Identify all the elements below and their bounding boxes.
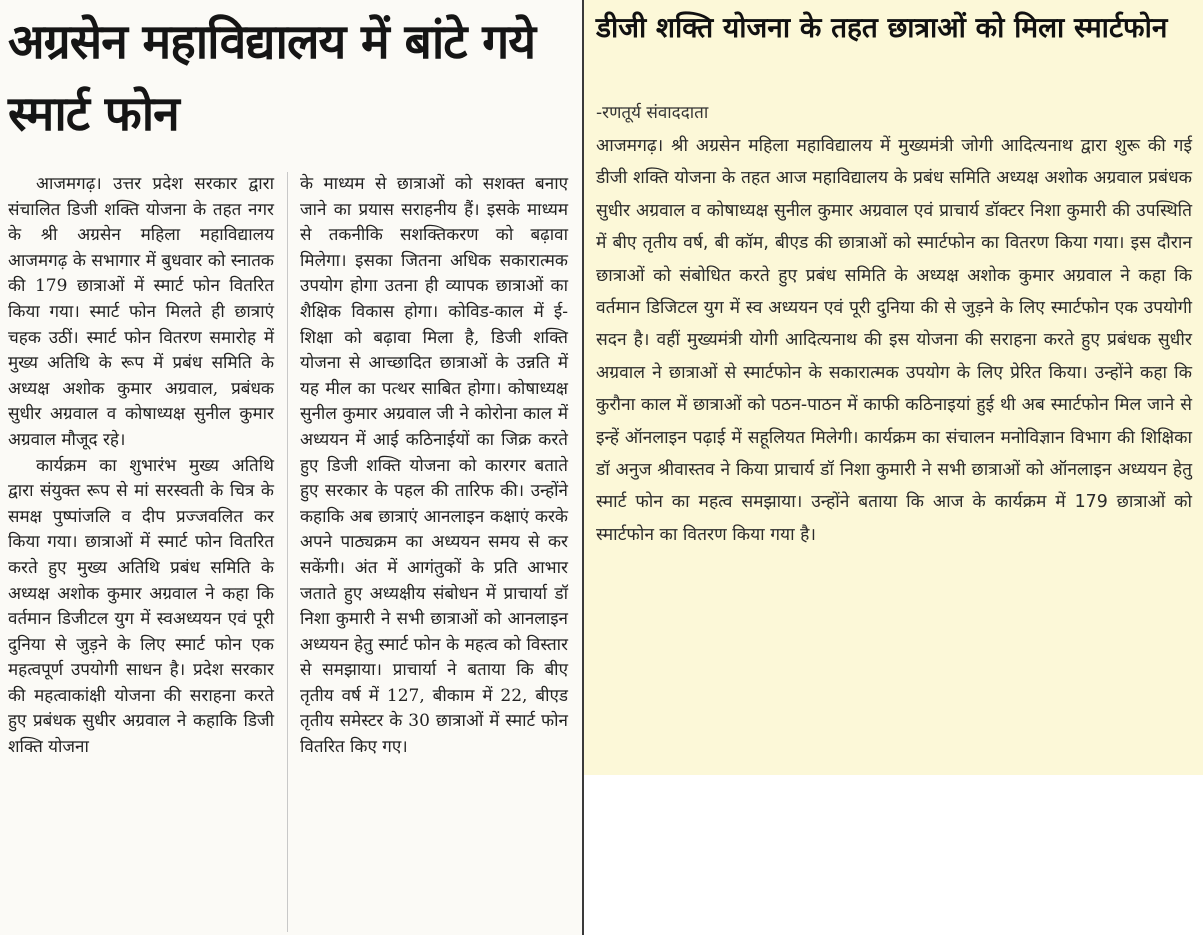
left-paragraph-2: कार्यक्रम का शुभारंभ मुख्य अतिथि द्वारा संयुक्त रूप से मां सरस्वती के चित्र के समक्ष पुष्पांजलि व दीप प्रज्जवलित कर किया गया। छात्राओं में स्मार्ट फोन वितरित करते हुए मुख्य अतिथि प्रबंध समिति के अध्यक्ष अशोक कुमार अग्रवाल ने कहा कि वर्तमान डिजीटल युग में स्वअध्ययन एवं पूरी दुनिया से जुड़ने के लिए स्मार्ट फोन एक महत्वपूर्ण उपयोगी साधन है। प्रदेश सरकार की महत्वाकांक्षी योजना की सराहना करते हुए प्रबंधक सुधीर अग्रवाल ने कहाकि डिजी शक्ति योजना	[8, 455, 274, 758]
right-article-body: आजमगढ़। श्री अग्रसेन महिला महाविद्यालय में मुख्यमंत्री जोगी आदित्यनाथ द्वारा शुरू की गई डीजी शक्ति योजना के तहत आज महाविद्यालय के प्रबंध समिति अध्यक्ष अशोक अग्रवाल प्रबंधक सुधीर अग्रवाल व कोषाध्यक्ष सुनील कुमार अग्रवाल एवं प्राचार्य डॉक्टर निशा कुमारी की उपस्थिति में बीए तृतीय वर्ष, बी कॉम, बीएड की छात्राओं को स्मार्टफोन का वितरण किया गया। इस दौरान छात्राओं को संबोधित करते हुए प्रबंध समिति के अध्यक्ष अशोक कुमार अग्रवाल ने कहा कि वर्तमान डिजिटल युग में स्व अध्ययन एवं पूरी दुनिया की से जुड़ने के लिए स्मार्टफोन एक उपयोगी सदन है। वहीं मुख्यमंत्री योगी आदित्यनाथ की इस योजना की सराहना करते हुए प्रबंधक सुधीर अग्रवाल ने छात्राओं से स्मार्टफोन के सकारात्मक उपयोग के लिए प्रेरित किया। उन्होंने कहा कि कुरौना काल में छात्राओं को पठन-पाठन में काफी कठिनाइयां हुई थी अब स्मार्टफोन मिल जाने से इन्हें ऑनलाइन पढ़ाई में सहूलियत मिलेगी। कार्यक्रम का संचालन मनोविज्ञान विभाग की शिक्षिका डॉ अनुज श्रीवास्तव ने किया प्राचार्य डॉ निशा कुमारी ने सभी छात्राओं को ऑनलाइन अध्ययन हेतु स्मार्ट फोन का महत्व समझाया। उन्होंने बताया कि आज के कार्यक्रम में 179 छात्राओं को स्मार्टफोन का वितरण किया गया है।	[596, 136, 1192, 545]
left-paragraph-1: आजमगढ़। उत्तर प्रदेश सरकार द्वारा संचालित डिजी शक्ति योजना के तहत नगर के श्री अग्रसेन महिला महाविद्यालय आजमगढ़ के सभागार में बुधवार को स्नातक की 179 छात्राओं में स्मार्ट फोन वितरित किया गया। स्मार्ट फोन मिलते ही छात्राएं चहक उठीं। स्मार्ट फोन वितरण समारोह में मुख्य अतिथि के रूप में प्रबंध समिति के अध्यक्ष अशोक कुमार अग्रवाल, प्रबंधक सुधीर अग्रवाल व कोषाध्यक्ष सुनील कुमार अग्रवाल मौजूद रहे।	[8, 174, 274, 450]
blank-area	[584, 775, 1203, 935]
left-headline: अग्रसेन महाविद्यालय में बांटे गये स्मार्ट फोन	[8, 14, 536, 142]
left-column-2	[300, 172, 568, 761]
right-newspaper-clipping	[584, 0, 1203, 775]
right-headline: डीजी शक्ति योजना के तहत छात्राओं को मिला स्मार्टफोन	[596, 11, 1168, 44]
left-column-1	[8, 172, 274, 761]
left-paragraph-3: के माध्यम से छात्राओं को सशक्त बनाए जाने का प्रयास सराहनीय हैं। इसके माध्यम से तकनीकि सशक्तिकरण को बढ़ावा मिलेगा। इसका जितना अधिक सकारात्मक उपयोग होगा उतना ही व्यापक छात्राओं का शैक्षिक विकास होगा। कोविड-काल में ई-शिक्षा को बढ़ावा मिला है, डिजी शक्ति योजना से आच्छादित छात्राओं के उन्नति में यह मील का पत्थर साबित होगा। कोषाध्यक्ष सुनील कुमार अग्रवाल जी ने कोरोना काल में अध्ययन में आई कठिनाईयों का जिक्र करते हुए डिजी शक्ति योजना को कारगर बताते हुए सरकार के पहल की तारिफ की। उन्होंने कहाकि अब छात्राएं आनलाइन कक्षाएं करके अपने पाठ्यक्रम का अध्ययन समय से कर सकेंगी। अंत में आगंतुकों के प्रति आभार जताते हुए अध्यक्षीय संबोधन में प्राचार्या डॉ निशा कुमारी ने सभी छात्राओं को आनलाइन अध्ययन हेतु स्मार्ट फोन के महत्व को विस्तार से समझाया। प्राचार्या ने बताया कि बीए तृतीय वर्ष में 127, बीकाम में 22, बीएड तृतीय समेस्टर के 30 छात्राओं में स्मार्ट फोन वितरित किए गए।	[300, 174, 568, 758]
left-newspaper-clipping	[0, 0, 582, 935]
byline: -रणतूर्य संवाददाता	[596, 103, 709, 123]
column-divider	[287, 172, 288, 932]
